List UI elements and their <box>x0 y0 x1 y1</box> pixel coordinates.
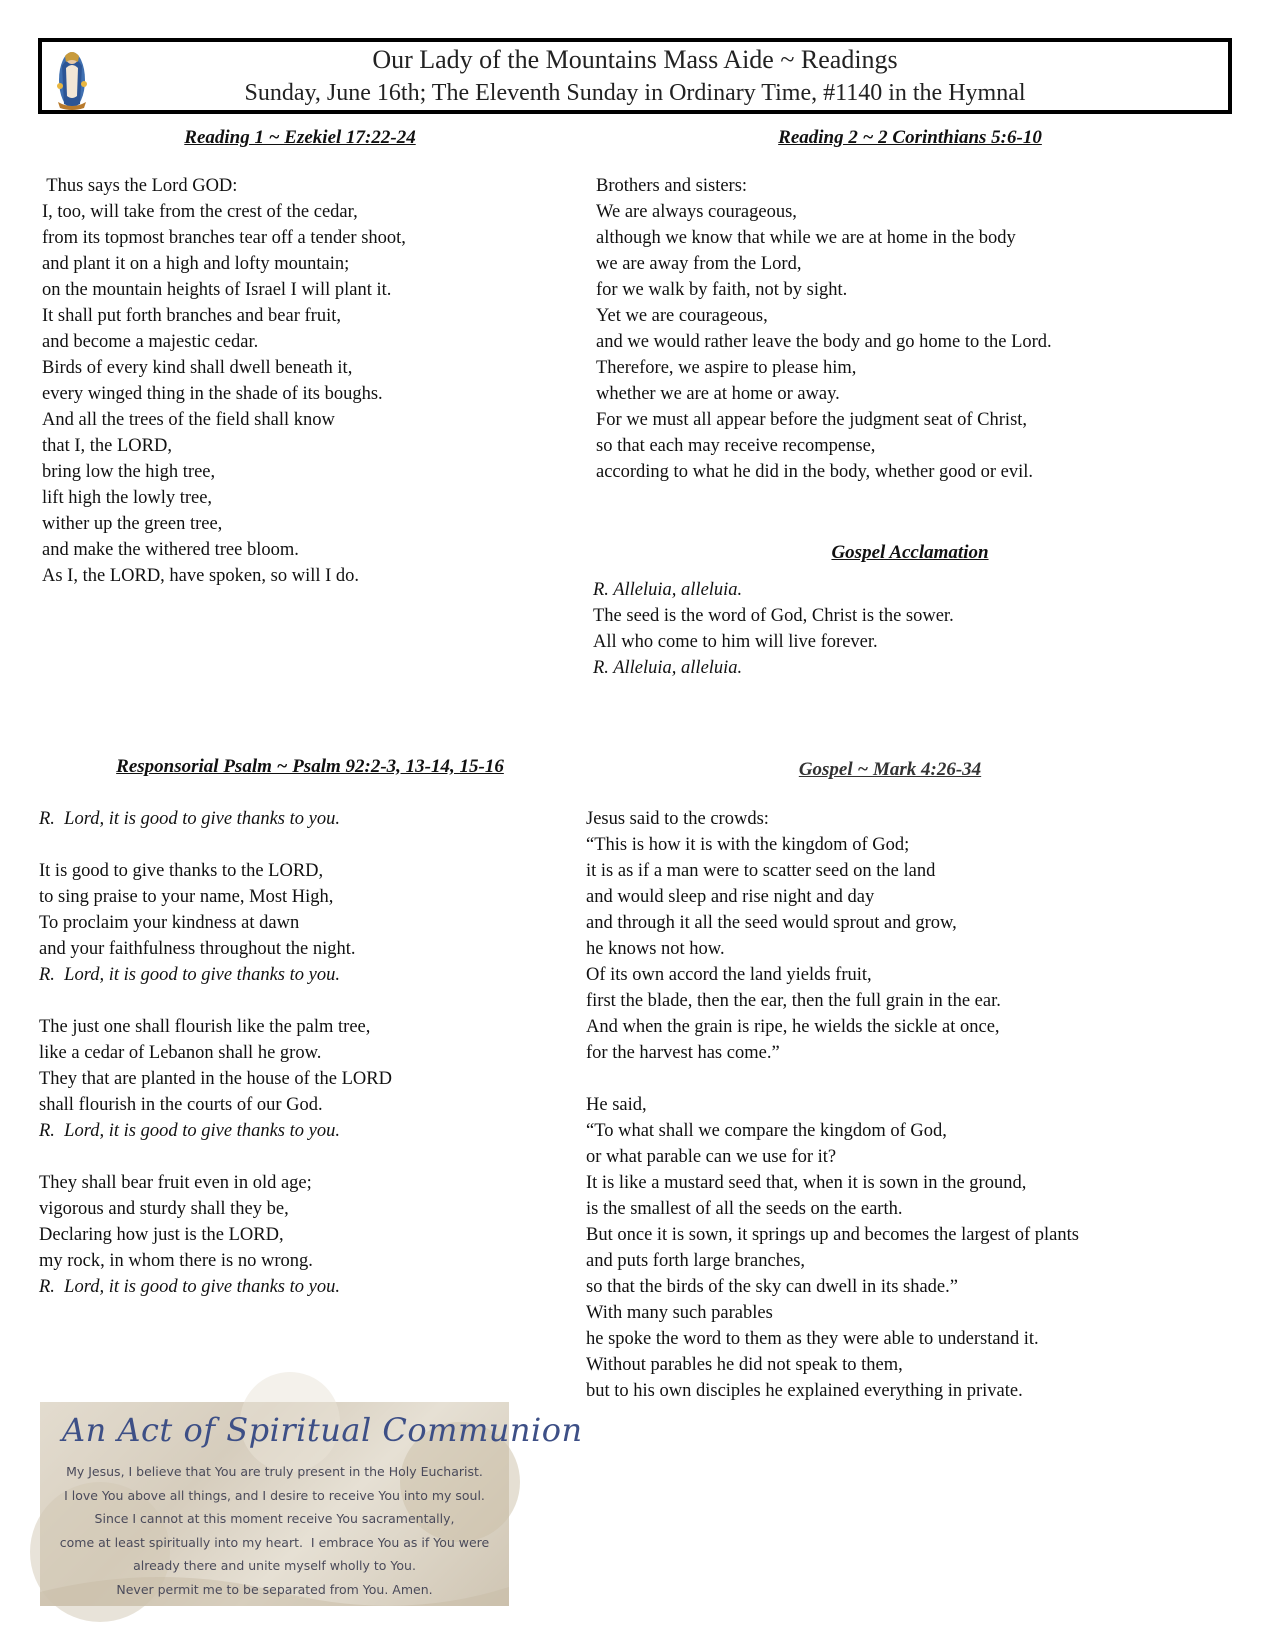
text-line: Therefore, we aspire to please him, <box>596 358 857 378</box>
text-line: wither up the green tree, <box>42 514 223 534</box>
text-line: it is as if a man were to scatter seed on the land <box>586 861 936 881</box>
text-line: whether we are at home or away. <box>596 384 840 404</box>
text-line: according to what he did in the body, whether good or evil. <box>596 462 1034 482</box>
text-line: With many such parables <box>586 1303 773 1323</box>
blank-line <box>39 832 392 858</box>
text-line: and we would rather leave the body and go home to the Lord. <box>596 332 1052 352</box>
text-line: To proclaim your kindness at dawn <box>39 913 300 933</box>
text-line: for we walk by faith, not by sight. <box>596 280 848 300</box>
psalm-response: R. Lord, it is good to give thanks to you. <box>39 1277 340 1297</box>
text-line: Of its own accord the land yields fruit, <box>586 965 872 985</box>
text-line: like a cedar of Lebanon shall he grow. <box>39 1043 322 1063</box>
reading1-text <box>42 173 406 589</box>
text-line: And all the trees of the field shall know <box>42 410 335 430</box>
text-line: For we must all appear before the judgment seat of Christ, <box>596 410 1028 430</box>
text-line: Yet we are courageous, <box>596 306 768 326</box>
spiritual-communion-title: An Act of Spiritual Communion <box>62 1411 583 1449</box>
blank-line <box>39 1144 392 1170</box>
header-subtitle: Sunday, June 16th; The Eleventh Sunday in Ordinary Time, #1140 in the Hymnal <box>244 80 1026 106</box>
header-title: Our Lady of the Mountains Mass Aide ~ Readings <box>372 45 898 74</box>
spiritual-communion-card <box>40 1402 583 1606</box>
acclamation-response: R. Alleluia, alleluia. <box>593 658 743 678</box>
text-line: We are always courageous, <box>596 202 797 222</box>
text-line: Birds of every kind shall dwell beneath it, <box>42 358 353 378</box>
text-line: Declaring how just is the LORD, <box>39 1225 284 1245</box>
text-line: He said, <box>586 1095 647 1115</box>
psalm-heading: Responsorial Psalm ~ Psalm 92:2-3, 13-14, 15-16 <box>116 756 504 777</box>
acclamation-heading: Gospel Acclamation <box>831 542 989 563</box>
gospel-text <box>586 806 1079 1404</box>
text-line: and puts forth large branches, <box>586 1251 806 1271</box>
text-line: so that each may receive recompense, <box>596 436 876 456</box>
text-line: that I, the LORD, <box>42 436 172 456</box>
text-line: to sing praise to your name, Most High, <box>39 887 334 907</box>
text-line: we are away from the Lord, <box>596 254 802 274</box>
prayer-line: come at least spiritually into my heart. I embrace You as if You were <box>59 1534 490 1550</box>
text-line: They that are planted in the house of the LORD <box>39 1069 392 1089</box>
text-line: It is good to give thanks to the LORD, <box>39 861 324 881</box>
reading2-heading: Reading 2 ~ 2 Corinthians 5:6-10 <box>778 127 1042 148</box>
prayer-line: already there and unite myself wholly to You. <box>133 1558 416 1573</box>
text-line: “To what shall we compare the kingdom of God, <box>586 1121 947 1141</box>
text-line: “This is how it is with the kingdom of God; <box>586 835 910 855</box>
text-line: so that the birds of the sky can dwell in its shade.” <box>586 1277 958 1297</box>
text-line: my rock, in whom there is no wrong. <box>39 1251 313 1271</box>
spiritual-communion-prayer <box>50 1460 499 1601</box>
prayer-line: Never permit me to be separated from You. Amen. <box>116 1581 433 1597</box>
prayer-line: My Jesus, I believe that You are truly present in the Holy Eucharist. <box>66 1464 483 1479</box>
text-line: shall flourish in the courts of our God. <box>39 1095 323 1115</box>
text-line: and make the withered tree bloom. <box>42 540 299 560</box>
text-line: Brothers and sisters: <box>596 176 748 196</box>
acclamation-response: R. Alleluia, alleluia. <box>593 580 743 600</box>
gospel-heading: Gospel ~ Mark 4:26-34 <box>798 759 982 780</box>
text-line: But once it is sown, it springs up and becomes the largest of plants <box>586 1225 1079 1245</box>
text-line: And when the grain is ripe, he wields the sickle at once, <box>586 1017 1000 1037</box>
text-line: I, too, will take from the crest of the cedar, <box>42 202 358 222</box>
text-line: and your faithfulness throughout the night. <box>39 939 356 959</box>
header-box <box>38 38 1232 114</box>
blank-line <box>586 1066 1079 1092</box>
reading2-text <box>596 173 1052 485</box>
text-line: and become a majestic cedar. <box>42 332 259 352</box>
psalm-response: R. Lord, it is good to give thanks to you. <box>39 965 340 985</box>
text-line: every winged thing in the shade of its boughs. <box>42 384 383 404</box>
text-line: Jesus said to the crowds: <box>586 809 769 829</box>
text-line: is the smallest of all the seeds on the earth. <box>586 1199 903 1219</box>
text-line: and through it all the seed would sprout and grow, <box>586 913 957 933</box>
text-line: lift high the lowly tree, <box>42 488 213 508</box>
text-line: vigorous and sturdy shall they be, <box>39 1199 289 1219</box>
text-line: from its topmost branches tear off a tender shoot, <box>42 228 406 248</box>
text-line: although we know that while we are at home in the body <box>596 228 1016 248</box>
text-line: he knows not how. <box>586 939 725 959</box>
acclamation-text <box>593 577 954 681</box>
text-line: The seed is the word of God, Christ is the sower. <box>593 606 954 626</box>
text-line: and plant it on a high and lofty mountain; <box>42 254 350 274</box>
psalm-text <box>39 806 392 1300</box>
psalm-response: R. Lord, it is good to give thanks to you. <box>39 809 340 829</box>
text-line: on the mountain heights of Israel I will plant it. <box>42 280 392 300</box>
reading1-heading: Reading 1 ~ Ezekiel 17:22-24 <box>184 127 416 148</box>
text-line: first the blade, then the ear, then the full grain in the ear. <box>586 991 1001 1011</box>
text-line: Thus says the Lord GOD: <box>42 176 238 196</box>
text-line: It is like a mustard seed that, when it is sown in the ground, <box>586 1173 1027 1193</box>
text-line: All who come to him will live forever. <box>593 632 878 652</box>
text-line: or what parable can we use for it? <box>586 1147 837 1167</box>
text-line: bring low the high tree, <box>42 462 216 482</box>
blank-line <box>39 988 392 1014</box>
text-line: They shall bear fruit even in old age; <box>39 1173 312 1193</box>
text-line: he spoke the word to them as they were able to understand it. <box>586 1329 1039 1349</box>
text-line: It shall put forth branches and bear fruit, <box>42 306 341 326</box>
text-line: As I, the LORD, have spoken, so will I do. <box>42 566 360 586</box>
text-line: The just one shall flourish like the palm tree, <box>39 1017 371 1037</box>
text-line: but to his own disciples he explained everything in private. <box>586 1381 1023 1401</box>
text-line: for the harvest has come.” <box>586 1043 780 1063</box>
prayer-line: Since I cannot at this moment receive You sacramentally, <box>94 1511 455 1526</box>
text-line: Without parables he did not speak to them, <box>586 1355 903 1375</box>
text-line: and would sleep and rise night and day <box>586 887 875 907</box>
psalm-response: R. Lord, it is good to give thanks to you. <box>39 1121 340 1141</box>
prayer-line: I love You above all things, and I desire to receive You into my soul. <box>64 1487 485 1503</box>
